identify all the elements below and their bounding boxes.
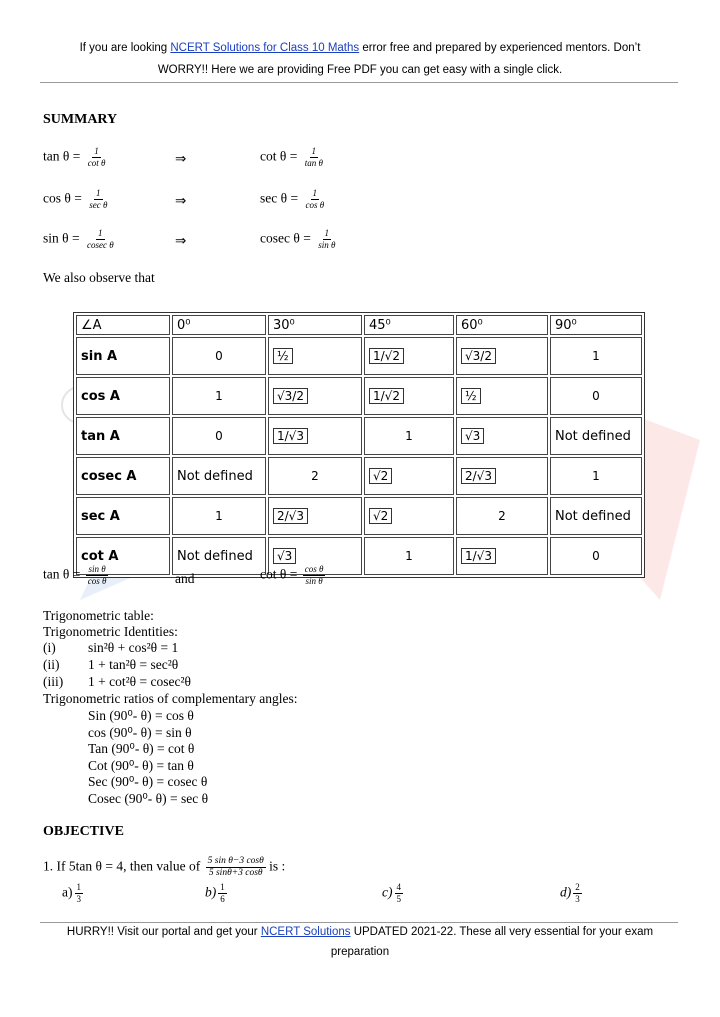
identity-number: (ii) — [43, 657, 60, 672]
frac-num: 1 — [96, 188, 101, 198]
option-3[interactable] — [382, 882, 403, 905]
table-row — [76, 337, 642, 375]
cell-value: 0 — [215, 429, 223, 443]
table-cell — [268, 417, 362, 455]
cell-value: sin A — [81, 348, 118, 364]
frac-num: 1 — [311, 146, 317, 156]
table-cell — [172, 337, 266, 375]
eq-rhs: sec θ = — [260, 190, 299, 206]
cell-value: 1 — [592, 469, 600, 483]
cell-value: Not defined — [177, 468, 253, 484]
table-row — [76, 417, 642, 455]
eq-fraction — [303, 146, 325, 169]
tan-fraction — [86, 564, 109, 587]
summary-equation-left — [43, 188, 109, 211]
complementary-identity: Cot (90⁰- θ) = tan θ — [88, 757, 194, 773]
trig-identities-label: Trigonometric Identities: — [43, 624, 178, 639]
option-2[interactable] — [205, 882, 227, 905]
frac-den: 3 — [575, 894, 580, 904]
frac-num: 1 — [76, 882, 81, 892]
cot-lhs: cot θ = — [260, 566, 298, 582]
frac-num: 1 — [324, 228, 330, 238]
implies-arrow: ⇒ — [175, 193, 187, 208]
cell-value: 0 — [592, 549, 600, 563]
frac-num: 5 sin θ−3 cosθ — [207, 856, 264, 866]
table-cell — [268, 457, 362, 495]
frac-den: sin θ — [305, 576, 323, 586]
frac-num: cos θ — [304, 564, 324, 574]
cell-value: 1 — [215, 509, 223, 523]
option-fraction — [395, 882, 404, 905]
footer-text-2: UPDATED 2021-22. These all very essential for your exam — [350, 926, 654, 938]
frac-den: 5 sinθ+3 cosθ — [208, 868, 263, 878]
cell-value: 1 — [592, 349, 600, 363]
cell-value: √3 — [461, 428, 484, 444]
row-label — [76, 337, 170, 375]
table-header-cell: 30⁰ — [268, 315, 362, 335]
option-4[interactable] — [560, 882, 582, 905]
ncert-solutions-class10-link[interactable]: NCERT Solutions for Class 10 Maths — [170, 42, 360, 54]
table-cell — [550, 337, 642, 375]
cell-value: 0 — [592, 389, 600, 403]
table-cell — [550, 497, 642, 535]
table-header-cell: 0⁰ — [172, 315, 266, 335]
table-header-cell: 90⁰ — [550, 315, 642, 335]
footer-text: HURRY!! Visit our portal and get your — [66, 926, 261, 938]
eq-fraction — [85, 228, 116, 251]
table-header-cell: 60⁰ — [456, 315, 548, 335]
cell-value: cot A — [81, 548, 119, 564]
cell-value: 1 — [405, 429, 413, 443]
summary-equation-right — [260, 146, 325, 169]
implies-arrow: ⇒ — [175, 151, 187, 166]
cell-value: 2/√3 — [273, 508, 308, 524]
frac-den: 3 — [76, 894, 81, 904]
cell-value: 1/√2 — [369, 348, 404, 364]
option-fraction — [573, 882, 582, 905]
table-cell — [456, 537, 548, 575]
option-label: b) — [205, 884, 217, 900]
cell-value: √2 — [369, 508, 392, 524]
complementary-identity: Sin (90⁰- θ) = cos θ — [88, 708, 194, 723]
cell-value: Not defined — [177, 548, 253, 564]
table-cell — [364, 337, 454, 375]
implies-arrow: ⇒ — [175, 233, 187, 248]
cell-value: 1/√3 — [273, 428, 308, 444]
table-header-cell: ∠A — [76, 315, 170, 335]
table-header-cell: 45⁰ — [364, 315, 454, 335]
table-cell — [364, 417, 454, 455]
objective-title: OBJECTIVE — [43, 824, 124, 839]
cell-value: cos A — [81, 388, 120, 404]
frac-den: cos θ — [305, 200, 325, 210]
table-cell — [268, 497, 362, 535]
row-label — [76, 377, 170, 415]
complementary-identity: Cosec (90⁰- θ) = sec θ — [88, 790, 209, 806]
table-cell — [172, 497, 266, 535]
question-text: 1. If 5tan θ = 4, then value of — [43, 858, 201, 874]
table-row — [76, 537, 642, 575]
table-row — [76, 377, 642, 415]
tan-ratio — [43, 564, 108, 587]
footer-line-2: preparation — [330, 946, 390, 958]
cell-value: 1/√3 — [461, 548, 496, 564]
cell-value: 1 — [215, 389, 223, 403]
observe-text: We also observe that — [43, 270, 155, 285]
table-cell — [364, 497, 454, 535]
eq-lhs: cos θ = — [43, 190, 82, 206]
cell-value: 1 — [405, 549, 413, 563]
eq-lhs: sin θ = — [43, 230, 80, 246]
row-label — [76, 497, 170, 535]
identity-text: 1 + tan²θ = sec²θ — [88, 657, 179, 672]
frac-den: cosec θ — [86, 240, 114, 250]
frac-den: tan θ — [304, 158, 323, 168]
header-text: If you are looking — [79, 42, 171, 54]
question-1 — [43, 856, 285, 879]
header-text-2: error free and prepared by experienced mentors. Don’t — [359, 42, 641, 54]
cell-value: 0 — [215, 349, 223, 363]
option-label: a) — [62, 884, 73, 900]
row-label — [76, 457, 170, 495]
table-cell — [172, 377, 266, 415]
cell-value: √3/2 — [273, 388, 308, 404]
cell-value: ½ — [461, 388, 481, 404]
table-cell — [550, 377, 642, 415]
table-cell — [550, 457, 642, 495]
cell-value: cosec A — [81, 468, 137, 484]
identity-number: (i) — [43, 640, 56, 655]
table-cell — [550, 537, 642, 575]
eq-fraction — [86, 146, 108, 169]
header-line-2: WORRY!! Here we are providing Free PDF you can get easy with a single click. — [157, 64, 563, 76]
summary-equation-left — [43, 228, 116, 251]
table-row — [76, 497, 642, 535]
tan-lhs: tan θ = — [43, 566, 81, 582]
frac-num: 4 — [396, 882, 401, 892]
header-divider — [40, 82, 678, 83]
cell-value: ½ — [273, 348, 293, 364]
cell-value: 1/√2 — [369, 388, 404, 404]
cot-ratio — [260, 564, 325, 587]
table-cell — [268, 337, 362, 375]
table-row — [76, 457, 642, 495]
and-text: and — [175, 571, 195, 586]
cell-value: 2 — [498, 509, 506, 523]
summary-title: SUMMARY — [43, 112, 118, 127]
frac-num: 1 — [220, 882, 225, 892]
frac-num: 1 — [98, 228, 103, 238]
table-cell — [364, 457, 454, 495]
frac-den: cos θ — [87, 576, 107, 586]
complementary-identity: cos (90⁰- θ) = sin θ — [88, 724, 192, 740]
cell-value: √2 — [369, 468, 392, 484]
option-fraction — [75, 882, 84, 905]
eq-fraction — [303, 188, 326, 211]
cell-value: 2 — [311, 469, 319, 483]
question-fraction — [206, 856, 266, 879]
row-label — [76, 417, 170, 455]
table-cell — [550, 417, 642, 455]
frac-den: sec θ — [89, 200, 108, 210]
question-suffix: is : — [269, 858, 286, 874]
table-cell — [456, 497, 548, 535]
cell-value: sec A — [81, 508, 120, 524]
frac-den: sin θ — [318, 240, 336, 250]
table-cell — [456, 337, 548, 375]
header-line-1 — [0, 38, 720, 58]
cell-value: Not defined — [555, 428, 631, 444]
identity-number: (iii) — [43, 674, 64, 689]
cell-value: Not defined — [555, 508, 631, 524]
frac-num: 1 — [94, 146, 99, 156]
trig-table-label: Trigonometric table: — [43, 608, 154, 623]
table-cell — [364, 377, 454, 415]
eq-fraction — [316, 228, 337, 251]
table-cell — [268, 377, 362, 415]
identity-text: sin²θ + cos²θ = 1 — [88, 640, 179, 655]
frac-num: sin θ — [88, 564, 106, 574]
complementary-identity: Sec (90⁰- θ) = cosec θ — [88, 774, 208, 789]
option-label: c) — [382, 884, 393, 900]
summary-equation-right — [260, 228, 337, 251]
table-cell — [172, 537, 266, 575]
table-cell — [456, 377, 548, 415]
eq-rhs: cot θ = — [260, 148, 298, 164]
frac-num: 2 — [575, 882, 580, 892]
eq-rhs: cosec θ = — [260, 230, 311, 246]
option-fraction — [218, 882, 227, 905]
cell-value: √3/2 — [461, 348, 496, 364]
complementary-identity: Tan (90⁰- θ) = cot θ — [88, 741, 195, 756]
table-cell — [456, 457, 548, 495]
frac-num: 1 — [312, 188, 318, 198]
trig-table — [73, 312, 645, 578]
cell-value: √3 — [273, 548, 296, 564]
cot-fraction — [303, 564, 326, 587]
frac-den: cot θ — [87, 158, 106, 168]
table-cell — [364, 537, 454, 575]
cell-value: tan A — [81, 428, 120, 444]
table-cell — [172, 457, 266, 495]
eq-fraction — [87, 188, 109, 211]
summary-equation-left — [43, 146, 107, 169]
option-1[interactable] — [62, 882, 83, 905]
table-header-row — [76, 315, 642, 335]
identity-text: 1 + cot²θ = cosec²θ — [88, 674, 191, 689]
option-label: d) — [560, 884, 572, 900]
frac-den: 5 — [396, 894, 401, 904]
cell-value: 2/√3 — [461, 468, 496, 484]
table-cell — [456, 417, 548, 455]
summary-equation-right — [260, 188, 326, 211]
eq-lhs: tan θ = — [43, 148, 81, 164]
ncert-solutions-link[interactable]: NCERT Solutions — [260, 926, 351, 938]
footer-line-1 — [0, 922, 720, 942]
frac-den: 6 — [220, 894, 225, 904]
complementary-label: Trigonometric ratios of complementary angles: — [43, 691, 298, 706]
table-cell — [172, 417, 266, 455]
